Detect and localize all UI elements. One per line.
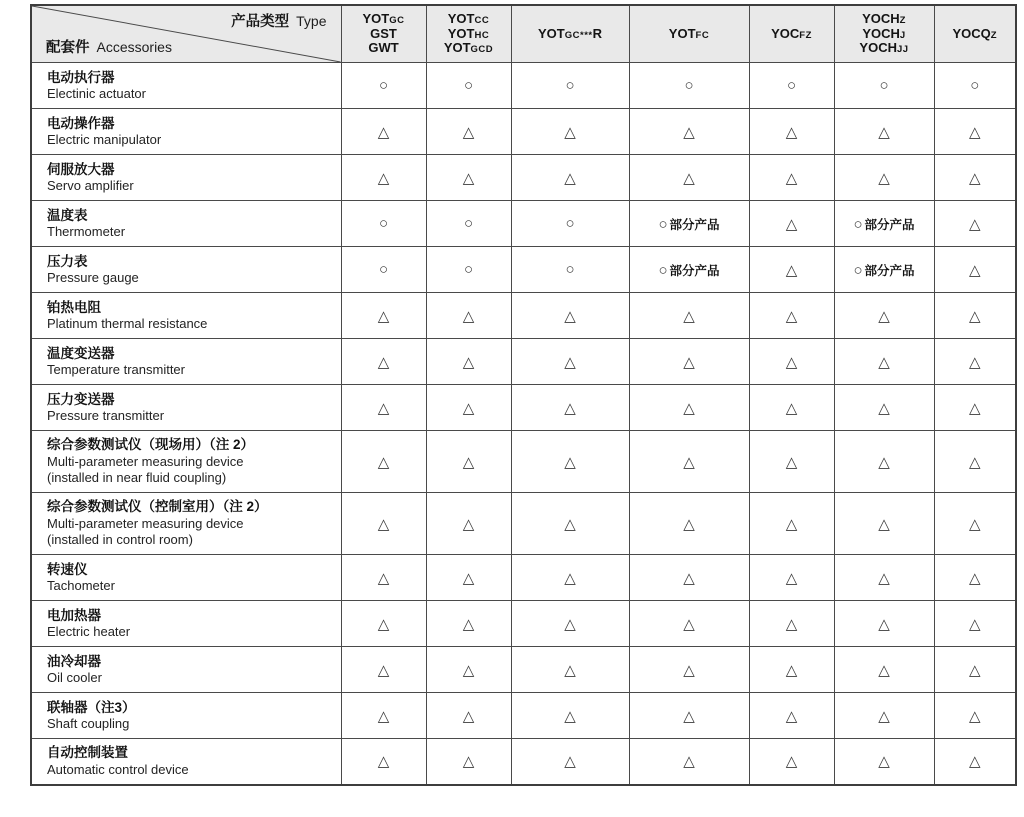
triangle-icon: △	[462, 615, 475, 633]
availability-cell	[834, 339, 934, 385]
availability-cell	[511, 693, 629, 739]
triangle-icon: △	[878, 753, 890, 771]
availability-cell	[834, 739, 934, 785]
triangle-icon: △	[377, 753, 390, 771]
availability-cell	[749, 647, 834, 693]
availability-cell	[511, 109, 629, 155]
triangle-icon: △	[968, 353, 981, 371]
accessory-name-zh: 转速仪	[47, 561, 88, 577]
availability-cell	[834, 385, 934, 431]
accessory-label-cell	[31, 63, 341, 109]
triangle-icon: △	[785, 123, 798, 141]
triangle-icon: △	[785, 399, 798, 417]
availability-cell	[934, 693, 1016, 739]
availability-cell	[426, 63, 511, 109]
availability-cell	[629, 601, 749, 647]
product-type-column-header-6: YOCHZ YOCHJ YOCHJJ	[834, 5, 934, 63]
circle-icon: ○	[853, 215, 863, 233]
product-type-column-header-7: YOCQZ	[934, 5, 1016, 63]
availability-cell	[834, 647, 934, 693]
product-type-column-header-1: YOTGC GST GWT	[341, 5, 426, 63]
triangle-icon: △	[377, 707, 390, 725]
triangle-icon: △	[968, 515, 981, 533]
availability-cell	[749, 293, 834, 339]
triangle-icon: △	[968, 123, 981, 141]
triangle-icon: △	[462, 169, 475, 187]
availability-cell	[934, 155, 1016, 201]
table-row	[31, 555, 1016, 601]
triangle-icon: △	[785, 707, 798, 725]
triangle-icon: △	[462, 661, 475, 679]
availability-cell	[749, 109, 834, 155]
accessory-label-cell	[31, 493, 341, 555]
circle-icon: ○	[684, 77, 694, 94]
accessory-label-cell	[31, 385, 341, 431]
availability-cell	[629, 555, 749, 601]
availability-cell	[629, 63, 749, 109]
table-row	[31, 647, 1016, 693]
accessory-name-en: Pressure gauge	[47, 270, 139, 286]
triangle-icon: △	[683, 569, 695, 587]
triangle-icon: △	[462, 307, 475, 325]
availability-cell	[629, 385, 749, 431]
availability-cell	[834, 601, 934, 647]
availability-cell	[749, 739, 834, 785]
triangle-icon: △	[462, 399, 475, 417]
availability-cell	[749, 385, 834, 431]
availability-cell	[341, 201, 426, 247]
availability-cell	[426, 201, 511, 247]
circle-icon: ○	[658, 261, 668, 279]
accessory-label-cell	[31, 647, 341, 693]
availability-cell	[341, 555, 426, 601]
accessory-name-en: Temperature transmitter	[47, 362, 185, 378]
triangle-icon: △	[878, 707, 890, 725]
availability-cell	[934, 601, 1016, 647]
availability-cell	[834, 247, 934, 293]
triangle-icon: △	[377, 615, 390, 633]
table-row	[31, 293, 1016, 339]
circle-icon: ○	[879, 77, 889, 94]
accessory-label-cell	[31, 247, 341, 293]
availability-cell	[511, 247, 629, 293]
availability-cell	[426, 739, 511, 785]
accessory-name-en: Electric heater	[47, 624, 131, 640]
availability-cell	[934, 739, 1016, 785]
circle-icon: ○	[658, 215, 668, 233]
availability-cell	[934, 63, 1016, 109]
availability-cell	[426, 647, 511, 693]
availability-cell	[511, 63, 629, 109]
triangle-icon: △	[377, 661, 390, 679]
triangle-icon: △	[683, 515, 695, 533]
availability-cell	[341, 647, 426, 693]
triangle-icon: △	[968, 261, 981, 279]
availability-cell	[629, 155, 749, 201]
accessory-label-cell	[31, 109, 341, 155]
availability-cell	[629, 339, 749, 385]
accessory-name-en: Thermometer	[47, 224, 126, 240]
availability-cell	[341, 493, 426, 555]
partial-products-label: 部分产品	[669, 263, 720, 278]
triangle-icon: △	[878, 399, 890, 417]
accessory-label-cell	[31, 555, 341, 601]
availability-cell	[934, 201, 1016, 247]
triangle-icon: △	[968, 615, 981, 633]
availability-cell	[834, 431, 934, 493]
triangle-icon: △	[377, 569, 390, 587]
availability-cell	[511, 647, 629, 693]
availability-cell	[834, 493, 934, 555]
accessory-label-cell	[31, 693, 341, 739]
triangle-icon: △	[785, 661, 798, 679]
triangle-icon: △	[377, 307, 390, 325]
accessories-label-en: Accessories	[96, 39, 172, 56]
triangle-icon: △	[968, 569, 981, 587]
triangle-icon: △	[564, 515, 576, 533]
accessory-label-cell	[31, 739, 341, 785]
triangle-icon: △	[968, 169, 981, 187]
accessory-name-en: Platinum thermal resistance	[47, 316, 208, 332]
accessory-label-cell	[31, 201, 341, 247]
availability-cell	[341, 431, 426, 493]
availability-cell	[511, 493, 629, 555]
header-row	[31, 5, 1016, 63]
triangle-icon: △	[462, 123, 475, 141]
accessory-name-en: Shaft coupling	[47, 716, 130, 732]
availability-cell	[426, 339, 511, 385]
availability-cell	[934, 109, 1016, 155]
table-row	[31, 155, 1016, 201]
triangle-icon: △	[683, 123, 695, 141]
availability-cell	[629, 493, 749, 555]
accessory-name-en: Oil cooler	[47, 670, 102, 686]
circle-icon: ○	[565, 215, 575, 232]
circle-icon: ○	[378, 77, 389, 94]
table-row	[31, 493, 1016, 555]
accessory-label-cell	[31, 155, 341, 201]
triangle-icon: △	[462, 707, 475, 725]
table-row	[31, 201, 1016, 247]
triangle-icon: △	[785, 261, 798, 279]
triangle-icon: △	[968, 753, 981, 771]
triangle-icon: △	[564, 753, 576, 771]
accessory-name-en: (installed in control room)	[47, 532, 193, 548]
availability-cell	[426, 293, 511, 339]
availability-cell	[934, 247, 1016, 293]
availability-cell	[629, 293, 749, 339]
triangle-icon: △	[564, 169, 576, 187]
availability-cell	[934, 493, 1016, 555]
availability-cell	[341, 693, 426, 739]
accessory-name-en: Pressure transmitter	[47, 408, 165, 424]
triangle-icon: △	[683, 661, 695, 679]
product-type-label	[231, 13, 326, 31]
accessory-name-en: (installed in near fluid coupling)	[47, 470, 227, 486]
triangle-icon: △	[683, 615, 695, 633]
circle-icon: ○	[463, 77, 474, 94]
triangle-icon: △	[785, 615, 798, 633]
triangle-icon: △	[878, 123, 890, 141]
accessory-label-cell	[31, 293, 341, 339]
availability-cell	[511, 201, 629, 247]
table-row	[31, 247, 1016, 293]
accessory-name-zh: 综合参数测试仪（现场用）（注 2）	[47, 437, 255, 453]
triangle-icon: △	[683, 707, 695, 725]
table-row	[31, 431, 1016, 493]
accessory-name-zh: 综合参数测试仪（控制室用）（注 2）	[47, 499, 268, 515]
triangle-icon: △	[878, 169, 890, 187]
triangle-icon: △	[564, 615, 576, 633]
accessory-name-zh: 联轴器（注3）	[47, 699, 136, 715]
availability-cell	[511, 339, 629, 385]
availability-cell	[511, 739, 629, 785]
accessory-name-en: Automatic control device	[47, 761, 189, 777]
availability-cell	[934, 385, 1016, 431]
triangle-icon: △	[785, 215, 798, 233]
corner-header-cell	[31, 5, 341, 63]
accessory-name-zh: 温度变送器	[47, 345, 115, 361]
availability-cell	[834, 293, 934, 339]
availability-cell	[749, 201, 834, 247]
circle-icon: ○	[463, 215, 474, 232]
accessory-name-zh: 伺服放大器	[47, 161, 115, 177]
availability-cell	[426, 109, 511, 155]
triangle-icon: △	[785, 353, 798, 371]
triangle-icon: △	[878, 569, 890, 587]
availability-cell	[749, 601, 834, 647]
table-row	[31, 385, 1016, 431]
availability-cell	[341, 601, 426, 647]
availability-cell	[834, 555, 934, 601]
triangle-icon: △	[968, 215, 981, 233]
availability-cell	[629, 247, 749, 293]
circle-icon: ○	[378, 261, 389, 278]
availability-cell	[749, 339, 834, 385]
table-row	[31, 601, 1016, 647]
accessories-label	[46, 39, 172, 57]
availability-cell	[426, 693, 511, 739]
availability-cell	[511, 293, 629, 339]
triangle-icon: △	[377, 453, 390, 471]
product-type-column-header-4: YOTFC	[629, 5, 749, 63]
availability-cell	[341, 63, 426, 109]
availability-cell	[934, 647, 1016, 693]
availability-cell	[341, 339, 426, 385]
availability-cell	[426, 385, 511, 431]
triangle-icon: △	[968, 707, 981, 725]
triangle-icon: △	[968, 661, 981, 679]
accessory-name-en: Multi-parameter measuring device	[47, 454, 244, 470]
availability-cell	[426, 155, 511, 201]
availability-cell	[341, 247, 426, 293]
table-row	[31, 63, 1016, 109]
product-type-column-header-3: YOTGC***R	[511, 5, 629, 63]
availability-cell	[629, 739, 749, 785]
triangle-icon: △	[377, 169, 390, 187]
availability-cell	[511, 385, 629, 431]
partial-products-label: 部分产品	[864, 217, 915, 232]
triangle-icon: △	[462, 515, 475, 533]
triangle-icon: △	[878, 661, 890, 679]
triangle-icon: △	[377, 353, 390, 371]
availability-cell	[749, 493, 834, 555]
accessory-name-zh: 电动执行器	[47, 69, 115, 85]
triangle-icon: △	[462, 753, 475, 771]
triangle-icon: △	[377, 515, 390, 533]
triangle-icon: △	[878, 515, 890, 533]
triangle-icon: △	[683, 169, 695, 187]
triangle-icon: △	[377, 123, 390, 141]
availability-cell	[749, 555, 834, 601]
triangle-icon: △	[462, 353, 475, 371]
triangle-icon: △	[968, 307, 981, 325]
table-row	[31, 739, 1016, 785]
availability-cell	[934, 293, 1016, 339]
triangle-icon: △	[785, 569, 798, 587]
availability-cell	[426, 247, 511, 293]
triangle-icon: △	[564, 569, 576, 587]
triangle-icon: △	[785, 307, 798, 325]
triangle-icon: △	[785, 169, 798, 187]
triangle-icon: △	[785, 515, 798, 533]
triangle-icon: △	[683, 753, 695, 771]
accessory-name-zh: 压力变送器	[47, 391, 115, 407]
triangle-icon: △	[564, 707, 576, 725]
circle-icon: ○	[378, 215, 389, 232]
availability-cell	[834, 201, 934, 247]
availability-cell	[749, 155, 834, 201]
availability-cell	[749, 431, 834, 493]
accessory-name-en: Electric manipulator	[47, 132, 162, 148]
triangle-icon: △	[878, 453, 890, 471]
circle-icon: ○	[970, 77, 980, 94]
triangle-icon: △	[564, 453, 576, 471]
table-row	[31, 109, 1016, 155]
circle-icon: ○	[853, 261, 863, 279]
triangle-icon: △	[462, 453, 475, 471]
circle-icon: ○	[463, 261, 474, 278]
availability-cell	[341, 739, 426, 785]
triangle-icon: △	[785, 453, 798, 471]
availability-cell	[629, 647, 749, 693]
triangle-icon: △	[564, 399, 576, 417]
product-type-label-zh: 产品类型	[231, 14, 290, 30]
product-type-column-header-5: YOCFZ	[749, 5, 834, 63]
availability-cell	[834, 63, 934, 109]
partial-products-label: 部分产品	[669, 217, 720, 232]
triangle-icon: △	[564, 661, 576, 679]
availability-cell	[426, 431, 511, 493]
triangle-icon: △	[683, 307, 695, 325]
triangle-icon: △	[377, 399, 390, 417]
availability-cell	[426, 555, 511, 601]
availability-cell	[341, 385, 426, 431]
accessory-label-cell	[31, 339, 341, 385]
availability-cell	[511, 155, 629, 201]
availability-cell	[934, 555, 1016, 601]
triangle-icon: △	[683, 353, 695, 371]
availability-cell	[341, 155, 426, 201]
availability-cell	[341, 109, 426, 155]
triangle-icon: △	[878, 353, 890, 371]
accessory-name-en: Servo amplifier	[47, 178, 134, 194]
triangle-icon: △	[968, 453, 981, 471]
accessory-label-cell	[31, 601, 341, 647]
availability-cell	[629, 109, 749, 155]
circle-icon: ○	[565, 77, 575, 94]
accessories-label-zh: 配套件	[46, 40, 90, 57]
availability-cell	[511, 555, 629, 601]
product-type-column-header-2: YOTCC YOTHC YOTGCD	[426, 5, 511, 63]
triangle-icon: △	[564, 353, 576, 371]
table-row	[31, 339, 1016, 385]
accessory-name-zh: 铂热电阻	[47, 299, 101, 315]
triangle-icon: △	[564, 123, 576, 141]
triangle-icon: △	[878, 307, 890, 325]
availability-cell	[426, 601, 511, 647]
availability-cell	[749, 63, 834, 109]
availability-cell	[426, 493, 511, 555]
triangle-icon: △	[968, 399, 981, 417]
circle-icon: ○	[786, 77, 797, 94]
availability-cell	[511, 431, 629, 493]
triangle-icon: △	[683, 453, 695, 471]
accessory-name-en: Multi-parameter measuring device	[47, 516, 244, 532]
accessory-label-cell	[31, 431, 341, 493]
accessory-name-zh: 压力表	[47, 253, 88, 269]
accessory-name-zh: 油冷却器	[47, 653, 101, 669]
triangle-icon: △	[878, 615, 890, 633]
accessory-name-zh: 自动控制装置	[47, 745, 128, 761]
product-type-label-en: Type	[296, 13, 327, 29]
accessory-name-en: Electinic actuator	[47, 86, 146, 102]
triangle-icon: △	[462, 569, 475, 587]
availability-cell	[629, 693, 749, 739]
accessory-name-en: Tachometer	[47, 578, 115, 594]
circle-icon: ○	[565, 261, 575, 278]
table-row	[31, 693, 1016, 739]
accessory-name-zh: 温度表	[47, 207, 88, 223]
availability-cell	[629, 201, 749, 247]
availability-cell	[341, 293, 426, 339]
triangle-icon: △	[683, 399, 695, 417]
availability-cell	[934, 431, 1016, 493]
availability-cell	[834, 693, 934, 739]
availability-cell	[934, 339, 1016, 385]
accessory-name-zh: 电加热器	[47, 607, 101, 623]
availability-cell	[511, 601, 629, 647]
availability-cell	[834, 155, 934, 201]
accessory-name-zh: 电动操作器	[47, 115, 115, 131]
accessories-compatibility-table	[30, 4, 1017, 786]
triangle-icon: △	[564, 307, 576, 325]
availability-cell	[834, 109, 934, 155]
availability-cell	[749, 247, 834, 293]
partial-products-label: 部分产品	[864, 263, 915, 278]
triangle-icon: △	[785, 753, 798, 771]
availability-cell	[629, 431, 749, 493]
availability-cell	[749, 693, 834, 739]
